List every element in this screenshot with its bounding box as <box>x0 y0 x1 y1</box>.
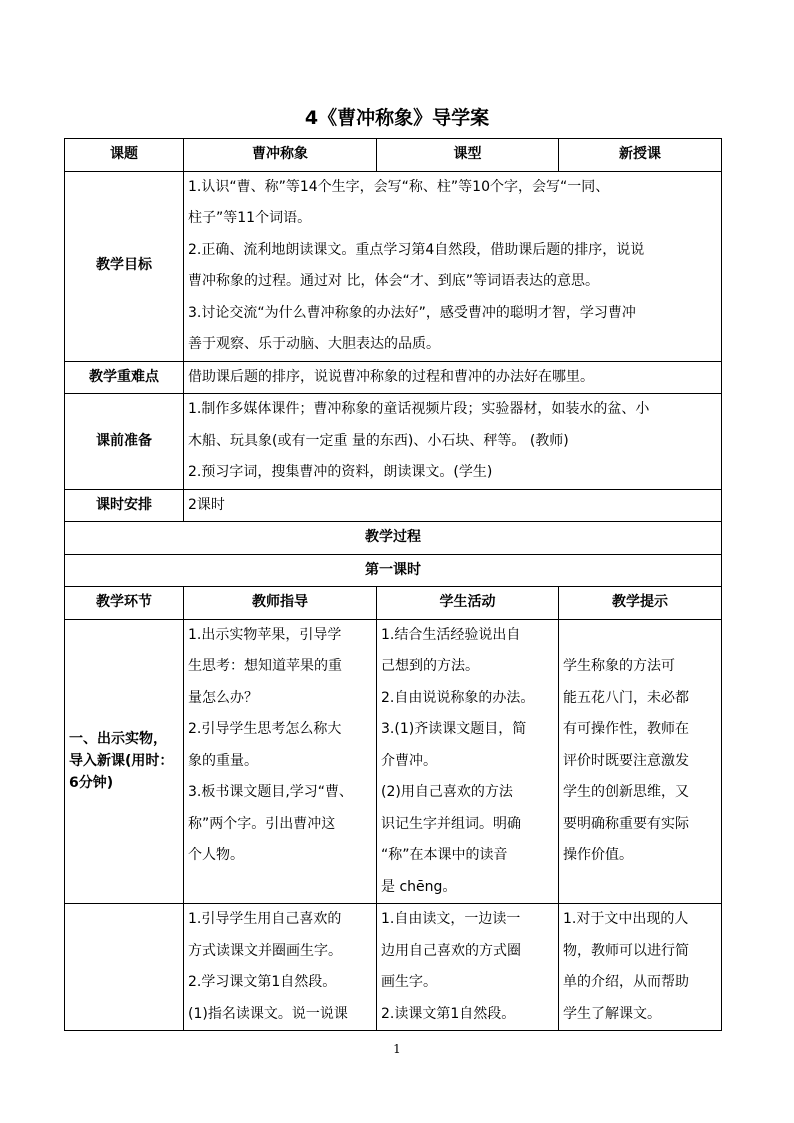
column-header: 学生活动 <box>377 587 559 620</box>
student-cell <box>377 619 559 904</box>
objective-line: 1.认识“曹、称”等14个生字，会写“称、柱”等10个字，会写“一同、 <box>188 178 610 195</box>
text-line: 量怎么办？ <box>188 689 258 706</box>
preparation-line: 木船、玩具象(或有一定重 量的东西)、小石块、秤等。 (教师) <box>188 432 569 449</box>
text-line: 象的重量。 <box>188 752 258 769</box>
text-line: “称”在本课中的读音 <box>381 847 508 863</box>
objectives-content <box>184 171 722 361</box>
key-points-content: 借助课后题的排序，说说曹冲称象的过程和曹冲的办法好在哪里。 <box>184 361 722 394</box>
text-line: 2.读课文第1自然段。 <box>381 1005 516 1022</box>
text-line: 操作价值。 <box>563 847 633 863</box>
topic-value: 曹冲称象 <box>184 139 377 172</box>
stage-cell <box>65 904 184 1031</box>
preparation-label: 课前准备 <box>65 394 184 490</box>
column-header: 教学提示 <box>559 587 722 620</box>
text-line: 学生称象的方法可 <box>563 658 675 674</box>
text-line: 方式读课文并圈画生字。 <box>188 942 342 959</box>
text-line: 评价时既要注意激发 <box>563 752 689 769</box>
text-line: 识记生字并组词。明确 <box>381 815 521 832</box>
student-cell <box>377 904 559 1031</box>
table-row <box>65 904 722 1031</box>
objective-line: 2.正确、流利地朗读课文。重点学习第4自然段，借助课后题的排序，说说 <box>188 241 645 258</box>
teacher-cell <box>184 619 377 904</box>
objective-line: 曹冲称象的过程。通过对 比，体会“才、到底”等词语表达的意思。 <box>188 273 599 289</box>
text-line: 2.引导学生思考怎么称大 <box>188 721 342 737</box>
schedule-value: 2课时 <box>184 489 722 522</box>
text-line: 3.板书课文题目,学习“曹、 <box>188 784 354 800</box>
text-line: 1.结合生活经验说出自 <box>381 626 521 643</box>
text-line: 画生字。 <box>381 974 437 990</box>
text-line: 称”两个字。引出曹冲这 <box>188 815 336 832</box>
text-line: 介曹冲。 <box>381 752 437 769</box>
table-row <box>65 619 722 904</box>
text-line: (2)用自己喜欢的方法 <box>381 784 513 800</box>
page-title: 4《曹冲称象》导学案 <box>304 107 490 129</box>
lesson-plan-table <box>64 138 722 1031</box>
lesson-title: 第一课时 <box>65 554 722 587</box>
column-header: 教学环节 <box>65 587 184 620</box>
text-line: 生思考：想知道苹果的重 <box>188 658 342 674</box>
page-number: 1 <box>393 1042 401 1056</box>
tips-cell <box>559 619 722 904</box>
type-value: 新授课 <box>559 139 722 172</box>
text-line: 1.对于文中出现的人 <box>563 911 689 927</box>
text-line: 1.引导学生用自己喜欢的 <box>188 911 342 927</box>
objective-line: 3.讨论交流“为什么曹冲称象的办法好”，感受曹冲的聪明才智，学习曹冲 <box>188 304 636 321</box>
objectives-label: 教学目标 <box>65 171 184 361</box>
preparation-line: 1.制作多媒体课件；曹冲称象的童话视频片段；实验器材，如装水的盆、小 <box>188 401 650 417</box>
text-line: 3.(1)齐读课文题目，简 <box>381 721 527 737</box>
text-line: 有可操作性，教师在 <box>563 721 689 737</box>
tips-cell <box>559 904 722 1031</box>
process-title: 教学过程 <box>65 522 722 555</box>
key-points-label: 教学重难点 <box>65 361 184 394</box>
text-line: 个人物。 <box>188 847 244 863</box>
text-line: 要明确称重要有实际 <box>563 815 689 832</box>
type-label: 课型 <box>377 139 559 172</box>
objective-line: 善于观察、乐于动脑、大胆表达的品质。 <box>188 336 440 352</box>
text-line: 己想到的方法。 <box>381 658 479 674</box>
column-header: 教师指导 <box>184 587 377 620</box>
text-line: 1.自由读文，一边读一 <box>381 911 521 927</box>
stage-cell: 一、出示实物，导入新课(用时：6分钟) <box>65 619 184 904</box>
text-line: 物，教师可以进行简 <box>563 942 689 959</box>
preparation-content <box>184 394 722 490</box>
text-line: 学生的创新思维，又 <box>563 784 689 800</box>
text-line: 是 chēng。 <box>381 878 457 895</box>
text-line: 学生了解课文。 <box>563 1005 661 1022</box>
text-line: (1)指名读课文。说一说课 <box>188 1005 348 1022</box>
text-line: 边用自己喜欢的方式圈 <box>381 942 521 959</box>
preparation-line: 2.预习字词，搜集曹冲的资料，朗读课文。(学生) <box>188 464 493 480</box>
text-line: 单的介绍，从而帮助 <box>563 974 689 990</box>
text-line: 能五花八门，未必都 <box>563 689 689 706</box>
text-line: 2.自由说说称象的办法。 <box>381 689 535 706</box>
teacher-cell <box>184 904 377 1031</box>
objective-line: 柱子”等11个词语。 <box>188 210 312 226</box>
text-line: 2.学习课文第1自然段。 <box>188 974 337 990</box>
text-line: 1.出示实物苹果，引导学 <box>188 626 342 643</box>
schedule-label: 课时安排 <box>65 489 184 522</box>
topic-label: 课题 <box>65 139 184 172</box>
